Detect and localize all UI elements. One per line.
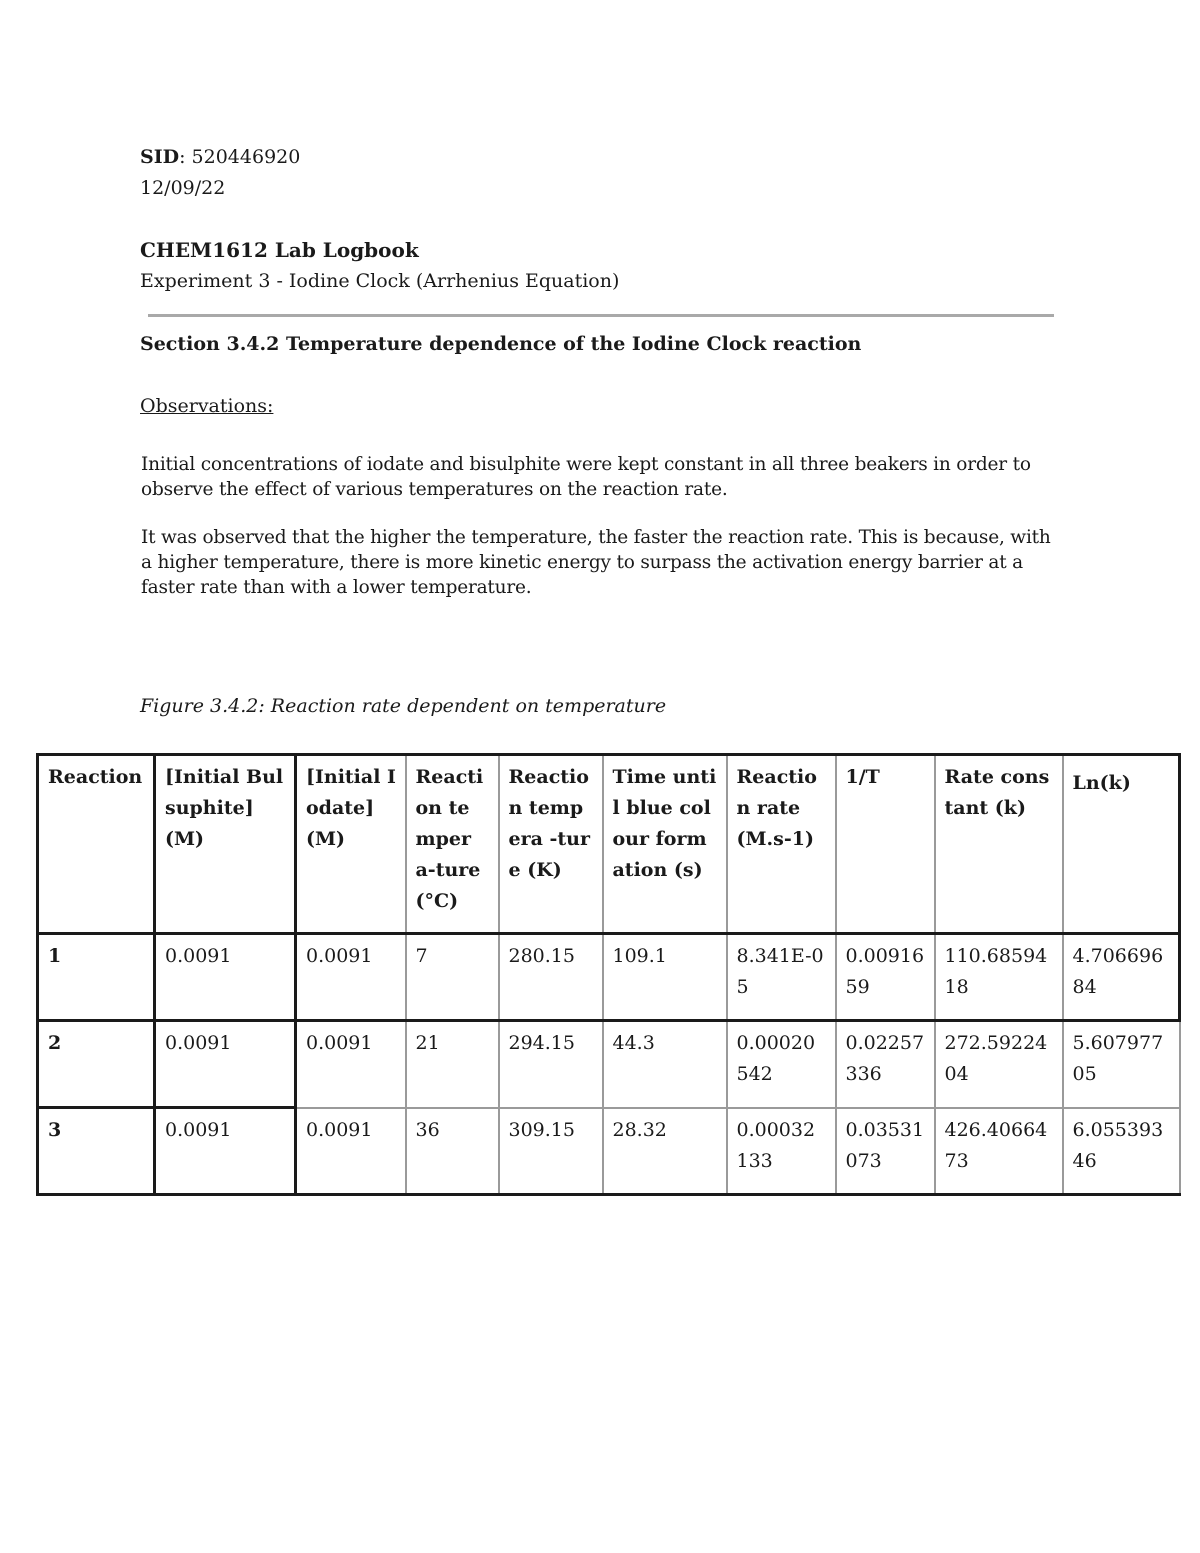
table-cell: 8.341E-05 [727, 934, 836, 1021]
column-header: [Initial Iodate] (M) [296, 755, 406, 934]
table-cell: 0.00020542 [727, 1021, 836, 1108]
table-cell: 0.0091 [296, 1021, 406, 1108]
column-header: Time until blue colour formation (s) [603, 755, 727, 934]
sid-line [140, 144, 300, 170]
column-header: Ln(k) [1063, 755, 1180, 934]
table-row [38, 934, 1180, 1021]
horizontal-divider [148, 314, 1054, 317]
sid-value: : 520446920 [179, 146, 301, 168]
observations-heading: Observations: [140, 395, 274, 417]
table-cell: 0.03531073 [836, 1108, 935, 1195]
table-cell: 6.05539346 [1063, 1108, 1180, 1195]
column-header: Reacti on temper a-ture (°C) [406, 755, 499, 934]
experiment-title: Experiment 3 - Iodine Clock (Arrhenius Equation) [140, 270, 620, 292]
table-row [38, 1108, 1180, 1195]
column-header: [Initial Bulsuphite] (M) [155, 755, 296, 934]
table-cell: 5.60797705 [1063, 1021, 1180, 1108]
table-cell: 309.15 [499, 1108, 603, 1195]
observation-paragraph-2: It was observed that the higher the temperature, the faster the reaction rate. This is because, with a higher temperature, there is more kinetic energy to surpass the activation energy barrier at a faster rate than with a lower temperature. [141, 527, 1051, 598]
observation-paragraph-1: Initial concentrations of iodate and bisulphite were kept constant in all three beakers in order to observe the effect of various temperatures on the reaction rate. [141, 454, 1031, 500]
table-cell: 0.02257336 [836, 1021, 935, 1108]
table-cell: 3 [38, 1108, 155, 1195]
table-cell: 4.70669684 [1063, 934, 1180, 1021]
table-cell: 0.0091659 [836, 934, 935, 1021]
table-cell: 0.0091 [155, 1021, 296, 1108]
reaction-rate-table [36, 753, 1181, 1196]
table-cell: 109.1 [603, 934, 727, 1021]
table-cell: 0.0091 [155, 934, 296, 1021]
table-cell: 110.6859418 [935, 934, 1063, 1021]
table-row [38, 1021, 1180, 1108]
table-cell: 36 [406, 1108, 499, 1195]
column-header: Reactio n tempera -ture (K) [499, 755, 603, 934]
column-header: Reaction [38, 755, 155, 934]
table-cell: 1 [38, 934, 155, 1021]
table-cell: 294.15 [499, 1021, 603, 1108]
table-cell: 0.0091 [155, 1108, 296, 1195]
table-cell: 0.00032133 [727, 1108, 836, 1195]
column-header: Reactio n rate (M.s-1) [727, 755, 836, 934]
column-header: Rate constant (k) [935, 755, 1063, 934]
table-cell: 280.15 [499, 934, 603, 1021]
table-cell: 28.32 [603, 1108, 727, 1195]
column-header: 1/T [836, 755, 935, 934]
table-cell: 44.3 [603, 1021, 727, 1108]
table-cell: 2 [38, 1021, 155, 1108]
sid-label: SID [140, 146, 180, 168]
table-cell: 0.0091 [296, 934, 406, 1021]
table-cell: 426.4066473 [935, 1108, 1063, 1195]
table-cell: 272.5922404 [935, 1021, 1063, 1108]
figure-caption: Figure 3.4.2: Reaction rate dependent on temperature [140, 695, 667, 717]
date: 12/09/22 [140, 177, 226, 199]
table-header-row [38, 755, 1180, 934]
table-cell: 21 [406, 1021, 499, 1108]
course-title: CHEM1612 Lab Logbook [140, 238, 419, 262]
table-cell: 7 [406, 934, 499, 1021]
section-title: Section 3.4.2 Temperature dependence of the Iodine Clock reaction [140, 333, 862, 355]
table-cell: 0.0091 [296, 1108, 406, 1195]
